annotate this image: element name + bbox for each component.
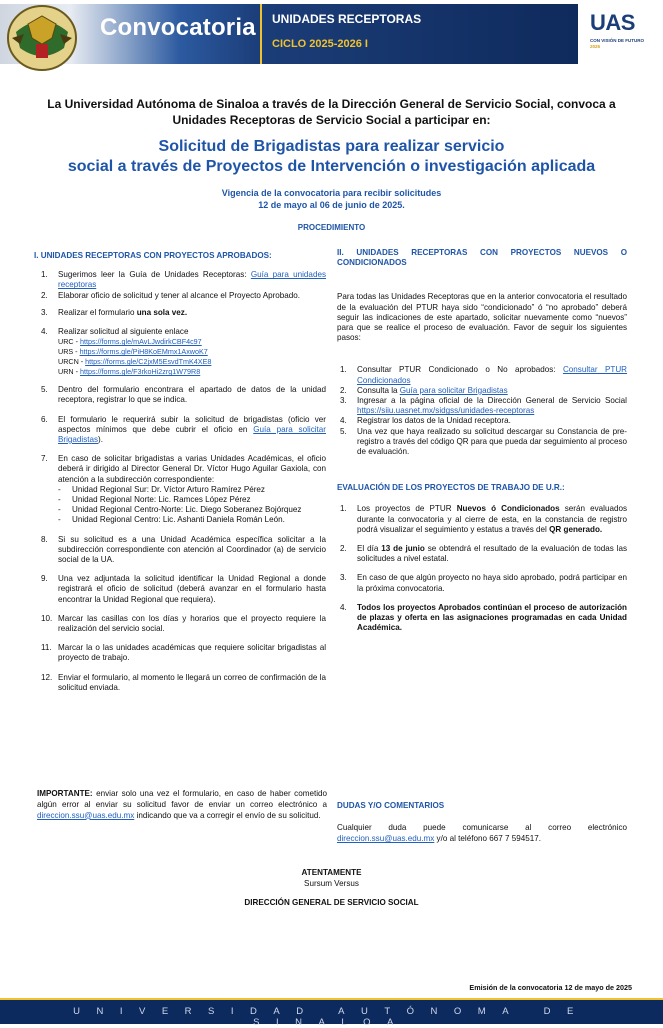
footer-gold-line bbox=[0, 998, 663, 1000]
dudas-text-end: y/o al teléfono 667 7 594517. bbox=[436, 834, 541, 843]
item-bold: una sola vez. bbox=[136, 307, 188, 317]
item-number: 2. bbox=[340, 544, 347, 554]
item-text: Marcar las casillas con los días y horarios que el proyecto requiere la realización del servicio social. bbox=[58, 613, 326, 634]
consultar-ptur-link[interactable]: Consultar PTUR Condicionados bbox=[357, 365, 628, 385]
list-item bbox=[38, 291, 326, 301]
item-number: 1. bbox=[340, 365, 347, 375]
item-text: Una vez que haya realizado su solicitud descargar su Constancia de pre-registro a través del código QR para que pueda dar seguimiento al proceso de evaluación. bbox=[357, 426, 627, 457]
form-links bbox=[58, 337, 326, 377]
vigencia bbox=[20, 187, 643, 211]
item-text: serán evaluados durante la convocatoria y al cierre de esta, en la constancia de registro podrá visualizar el seguimiento y estatus a través del bbox=[357, 504, 628, 534]
item-text: Elaborar oficio de solicitud y tener al alcance el Proyecto Aprobado. bbox=[58, 290, 301, 300]
form-link-label: URCN - bbox=[58, 357, 86, 367]
item-text: Dentro del formulario encontrara el apartado de datos de la unidad receptora, registrar lo que se indica. bbox=[58, 385, 326, 405]
list-item bbox=[38, 327, 326, 377]
list-item bbox=[38, 454, 326, 525]
item-text: Si su solicitud es a una Unidad Académica específica solicitar a la subdirección correspondiente con atención al Coordinador (a) de servicio social de la UA. bbox=[58, 534, 326, 565]
item-text: Registrar los datos de la Unidad receptora. bbox=[357, 416, 511, 426]
list-item bbox=[337, 416, 627, 426]
important-label: IMPORTANTE: bbox=[37, 789, 93, 798]
item-number: 4. bbox=[340, 416, 347, 426]
item-number: 8. bbox=[41, 534, 48, 544]
form-link-urs[interactable]: https://forms.gle/PiH8KoEMmx1AxwoK7 bbox=[79, 347, 208, 357]
item-text: Realizar solicitud al siguiente enlace bbox=[58, 327, 189, 337]
list-item bbox=[337, 603, 627, 634]
item-number: 3. bbox=[340, 573, 347, 583]
item-text: En caso de solicitar brigadistas a varias Unidades Académicas, el oficio deberá ir dirigido al Director General Dr. Víctor Hugo Aguilar Gaxiola, con atención a la subdirección correspondiente: bbox=[58, 454, 326, 484]
main-title bbox=[20, 137, 643, 177]
guia-unidades-link[interactable]: Guía para unidades receptoras bbox=[58, 270, 326, 290]
signature-direccion: DIRECCIÓN GENERAL DE SERVICIO SOCIAL bbox=[244, 898, 419, 907]
dudas-text-start: Cualquier duda puede comunicarse al correo electrónico bbox=[337, 823, 627, 832]
item-number: 6. bbox=[41, 414, 48, 424]
form-link-urc[interactable]: https://forms.gle/mAvLJwdirkCBF4c97 bbox=[79, 337, 202, 347]
uas-brand-year: 2025 bbox=[590, 44, 601, 49]
item-bold: Todos los proyectos Aprobados continúan el proceso de autorización de plazas y oferta en las asignaciones programadas en cada Unidad Académica. bbox=[357, 602, 627, 633]
important-note bbox=[37, 789, 327, 821]
important-email-link[interactable]: direccion.ssu@uas.edu.mx bbox=[37, 810, 135, 820]
item-number: 1. bbox=[340, 504, 347, 514]
item-number: 1. bbox=[41, 270, 48, 280]
footer-university-name: UNIVERSIDAD AUTÓNOMA DE SINALOA bbox=[73, 1006, 590, 1028]
item-number: 7. bbox=[41, 454, 48, 464]
item-number: 12. bbox=[41, 672, 53, 682]
item-text: El formulario le requerirá subir la solicitud de brigadistas (oficio ver aspectos mínimos que debe cubrir el oficio en bbox=[58, 414, 326, 434]
procedimiento-heading: PROCEDIMIENTO bbox=[297, 223, 366, 232]
guia-brigadistas-link-2[interactable]: Guía para solicitar Brigadistas bbox=[399, 385, 508, 395]
list-item bbox=[337, 396, 627, 416]
item-number: 3. bbox=[340, 396, 347, 406]
atentamente: ATENTAMENTE bbox=[301, 868, 362, 877]
list-item bbox=[38, 385, 326, 405]
item-text: Enviar el formulario, al momento le llegará un correo de confirmación de la solicitud enviada. bbox=[58, 672, 326, 692]
emision-date: Emisión de la convocatoria 12 de mayo de 2025 bbox=[469, 983, 632, 992]
list-item bbox=[38, 614, 326, 634]
item-number: 9. bbox=[41, 574, 48, 584]
item-number: 10. bbox=[41, 613, 53, 623]
right-column bbox=[337, 248, 627, 633]
list-item bbox=[38, 415, 326, 446]
form-link-row bbox=[58, 357, 326, 367]
item-text: Consultar PTUR Condicionado o No aprobados: bbox=[357, 365, 556, 375]
left-column bbox=[34, 251, 326, 693]
form-link-label: URN - bbox=[58, 367, 80, 377]
list-item bbox=[337, 386, 627, 396]
item-text: El día bbox=[357, 544, 379, 554]
region-item: - Unidad Regional Centro-Norte: Lic. Diego Soberanez Bojórquez bbox=[58, 505, 326, 515]
item-number: 3. bbox=[41, 307, 48, 317]
item-number: 2. bbox=[41, 290, 48, 300]
item-text: Consulta la bbox=[357, 385, 398, 395]
item-bold: 13 de junio bbox=[381, 544, 425, 554]
item-number: 11. bbox=[41, 643, 52, 653]
region-item: - Unidad Regional Norte: Lic. Ramces López Pérez bbox=[58, 495, 326, 505]
list-item bbox=[337, 573, 627, 593]
list-item bbox=[38, 308, 326, 318]
list-item bbox=[38, 270, 326, 290]
uas-brand-logo: UAS bbox=[590, 10, 635, 35]
item-text: Sugerimos leer la Guía de Unidades Receptoras: bbox=[58, 270, 247, 280]
item-text: Realizar el formulario bbox=[58, 307, 135, 317]
vigencia-line-2: 12 de mayo al 06 de junio de 2025. bbox=[258, 200, 405, 210]
uas-seal-logo bbox=[6, 4, 78, 72]
list-item bbox=[38, 574, 326, 605]
evaluation-heading: EVALUACIÓN DE LOS PROYECTOS DE TRABAJO DE U.R.: bbox=[337, 483, 565, 493]
item-number: 5. bbox=[41, 385, 48, 395]
list-item bbox=[337, 544, 627, 564]
form-link-row bbox=[58, 337, 326, 347]
region-item: - Unidad Regional Sur: Dr. Víctor Arturo Ramírez Pérez bbox=[58, 485, 326, 495]
intro-text: La Universidad Autónoma de Sinaloa a través de la Dirección General de Servicio Social, convoca a Unidades Receptoras de Servicio Social a participar en: bbox=[47, 97, 616, 127]
main-title-line-1: Solicitud de Brigadistas para realizar servicio bbox=[158, 138, 505, 155]
list-item bbox=[337, 427, 627, 458]
form-link-urcn[interactable]: https://forms.gle/C2jxM5EsvdTmK4XE8 bbox=[85, 357, 212, 367]
important-text-end: indicando que va a corregir el envío de su solicitud. bbox=[136, 810, 321, 820]
item-text: En caso de que algún proyecto no haya sido aprobado, podrá participar en la próxima convocatoria. bbox=[357, 573, 627, 593]
list-item bbox=[38, 643, 326, 663]
item-text: Una vez adjuntada la solicitud identificar la Unidad Regional a donde registrará el oficio de solicitud (deberá avanzar en el formulario hasta encontrar la Unidad Regional que requiera). bbox=[58, 574, 326, 604]
siiu-portal-link[interactable]: https://siiu.uasnet.mx/sidgss/unidades-receptoras bbox=[357, 406, 535, 416]
item-text: Los proyectos de PTUR bbox=[357, 504, 452, 514]
item-text: Marcar la o las unidades académicas que requiere solicitar brigadistas al proyecto de trabajo. bbox=[58, 643, 326, 663]
item-text: se obtendrá el resultado de la evaluación de todas las solicitudes a nivel estatal. bbox=[357, 544, 628, 564]
dudas-text bbox=[337, 822, 627, 844]
uas-brand-tagline: CON VISIÓN DE FUTURO bbox=[590, 38, 645, 43]
list-item bbox=[337, 504, 627, 535]
header-banner bbox=[0, 0, 663, 80]
main-title-line-2: social a través de Proyectos de Intervención o investigación aplicada bbox=[67, 158, 596, 175]
section-ii-heading: II. UNIDADES RECEPTORAS CON PROYECTOS NUEVOS O CONDICIONADOS bbox=[337, 248, 627, 268]
important-text: enviar solo una vez el formulario, en caso de haber cometido algún error al enviar su solicitud favor de enviar un correo electrónico a bbox=[37, 789, 328, 809]
item-number: 4. bbox=[41, 327, 48, 337]
form-link-urn[interactable]: https://forms.gle/F3rkoHi2zrg1W79R8 bbox=[79, 367, 201, 377]
motto: Sursum Versus bbox=[304, 879, 359, 888]
item-text-end: ). bbox=[98, 435, 103, 445]
form-link-row bbox=[58, 347, 326, 357]
footer-bar bbox=[0, 998, 663, 1028]
region-list bbox=[58, 485, 326, 526]
item-bold: Nuevos ó Condicionados bbox=[456, 504, 560, 514]
header-title: Convocatoria bbox=[100, 14, 256, 41]
form-link-label: URS - bbox=[58, 347, 80, 357]
region-item: - Unidad Regional Centro: Lic. Ashanti Daniela Román León. bbox=[58, 515, 326, 525]
dudas-email-link[interactable]: direccion.ssu@uas.edu.mx bbox=[337, 834, 435, 843]
section-i-heading: I. UNIDADES RECEPTORAS CON PROYECTOS APROBADOS: bbox=[34, 251, 272, 260]
vigencia-line-1: Vigencia de la convocatoria para recibir solicitudes bbox=[221, 188, 442, 198]
list-item bbox=[38, 535, 326, 566]
form-link-row bbox=[58, 367, 326, 377]
item-number: 5. bbox=[340, 426, 347, 436]
header-divider bbox=[260, 4, 262, 64]
section-ii-paragraph: Para todas las Unidades Receptoras que en la anterior convocatoria el resultado de la evaluación del PTUR haya sido “condicionado” ó “no aprobado” deberá seguir las indicaciones de este apartado, solicitar nuevamente como “nuevos” para que se realice el proceso de evaluación. Favor de seguir los siguientes pasos: bbox=[337, 292, 627, 343]
form-link-label: URC - bbox=[58, 337, 80, 347]
item-text: Ingresar a la página oficial de la Dirección General de Servicio Social bbox=[357, 396, 627, 406]
dudas-heading: DUDAS Y/O COMENTARIOS bbox=[337, 801, 445, 810]
item-bold: QR generado. bbox=[549, 524, 603, 534]
item-number: 2. bbox=[340, 385, 347, 395]
list-item bbox=[337, 365, 627, 385]
guia-brigadistas-link[interactable]: Guía para solicitar Brigadistas bbox=[58, 424, 326, 445]
item-number: 4. bbox=[340, 602, 347, 612]
list-item bbox=[38, 673, 326, 693]
header-cycle: CICLO 2025-2026 I bbox=[272, 38, 368, 50]
header-subtitle: UNIDADES RECEPTORAS bbox=[272, 12, 422, 26]
